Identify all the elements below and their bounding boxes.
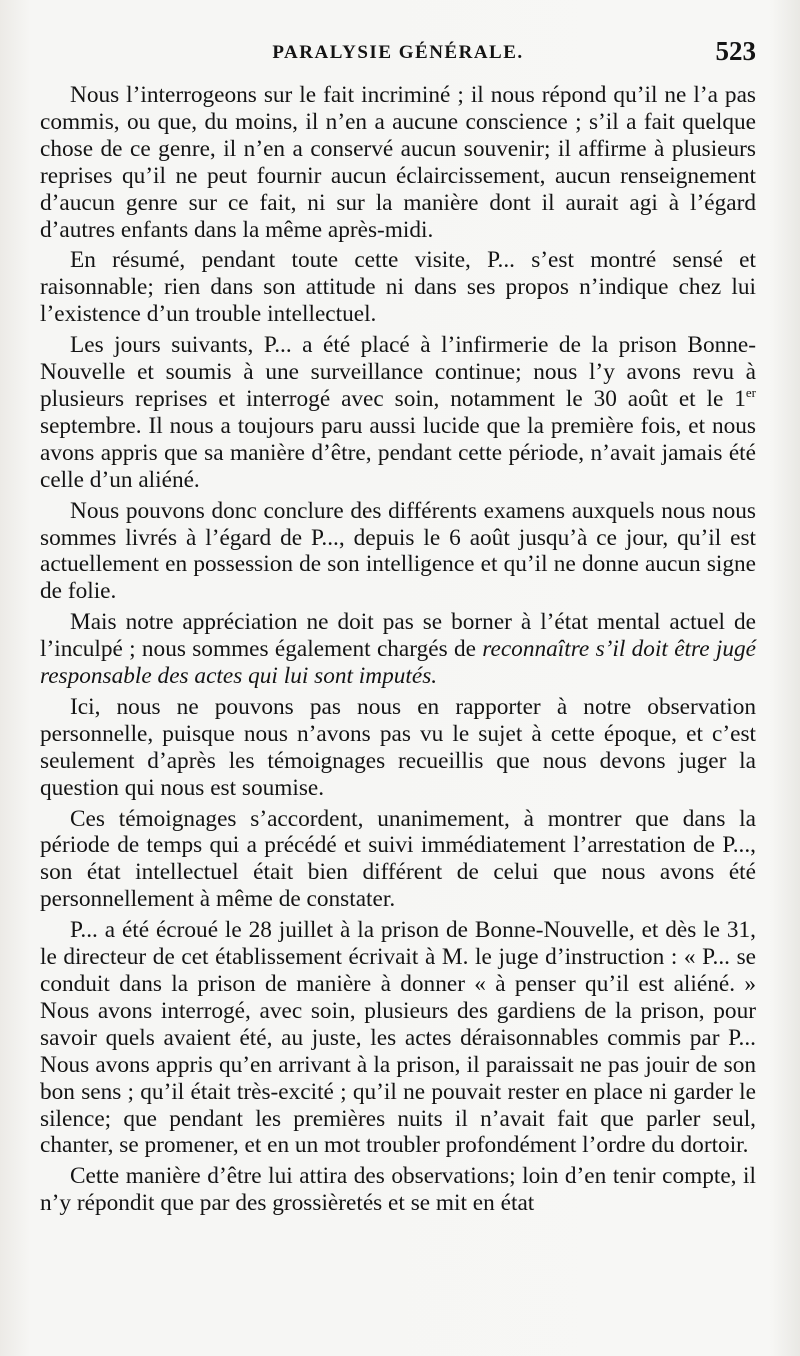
paragraph-3-text-b: septembre. Il nous a toujours paru aussi lucide que la première fois, et nous avons appris que sa manière d’être, pendant cette période, n’avait jamais été celle d’un aliéné. [40, 412, 756, 493]
page-number: 523 [715, 36, 756, 66]
ordinal-superscript: er [745, 385, 756, 401]
paragraph-7: Ces témoignages s’accordent, unanimement, à montrer que dans la période de temps qui a précédé et suivi immédiatement l’arrestation de P..., son état intellectuel était bien différent de celui que nous avons été personnellement à même de constater. [40, 805, 756, 913]
paragraph-3 [40, 332, 756, 493]
paragraph-5-text: Mais notre appréciation ne doit pas se borner à l’état mental actuel de l’inculpé ; nous sommes également chargés de [40, 609, 756, 663]
paragraph-2: En résumé, pendant toute cette visite, P... s’est montré sensé et raisonnable; rien dans son attitude ni dans ses propos n’indique chez lui l’existence d’un trouble intellectuel. [40, 247, 756, 328]
page-header [40, 36, 756, 72]
paragraph-8: P... a été écroué le 28 juillet à la prison de Bonne-Nouvelle, et dès le 31, le directeur de cet établissement écrivait à M. le juge d’instruction : « P... se conduit dans la prison de manière à donner « à penser qu’il est aliéné. » Nous avons interrogé, avec soin, plusieurs des gardiens de la prison, pour savoir quels avaient été, au juste, les actes déraisonnables commis par P... Nous avons appris qu’en arrivant à la prison, il paraissait ne pas jouir de son bon sens ; qu’il était très-excité ; qu’il ne pouvait rester en place ni garder le silence; que pendant les premières nuits il n’avait fait que parler seul, chanter, se promener, et en un mot troubler profondément l’ordre du dortoir. [40, 917, 756, 1159]
paragraph-4: Nous pouvons donc conclure des différents examens auxquels nous nous sommes livrés à l’égard de P..., depuis le 6 août jusqu’à ce jour, qu’il est actuellement en possession de son intelligence et qu’il ne donne aucun signe de folie. [40, 497, 756, 605]
paragraph-5 [40, 609, 756, 690]
running-head: PARALYSIE GÉNÉRALE. [272, 42, 524, 63]
paragraph-6: Ici, nous ne pouvons pas nous en rapporter à notre observation personnelle, puisque nous n’avons pas vu le sujet à cette époque, et c’est seulement d’après les témoignages recueillis que nous devons juger la question qui nous est soumise. [40, 693, 756, 801]
paragraph-3-text-a: Les jours suivants, P... a été placé à l’infirmerie de la prison Bonne-Nouvelle et soumis à une surveillance continue; nous l’y avons revu à plusieurs reprises et interrogé avec soin, notamment le 30 août et le 1 [40, 332, 756, 412]
paragraph-5-italic: reconnaître s’il doit être jugé responsable des actes qui lui sont imputés. [40, 636, 756, 690]
body-text [40, 82, 756, 1221]
paragraph-1: Nous l’interrogeons sur le fait incriminé ; il nous répond qu’il ne l’a pas commis, ou que, du moins, il n’en a aucune conscience ; s’il a fait quelque chose de ce genre, il n’en a conservé aucun souvenir; il affirme à plusieurs reprises qu’il ne peut fournir aucun éclaircissement, aucun renseignement d’aucun genre sur ce fait, ni sur la manière dont il aurait agi à l’égard d’autres enfants dans la même après-midi. [40, 82, 756, 243]
paragraph-9: Cette manière d’être lui attira des observations; loin d’en tenir compte, il n’y répondit que par des grossièretés et se mit en état [40, 1163, 756, 1217]
